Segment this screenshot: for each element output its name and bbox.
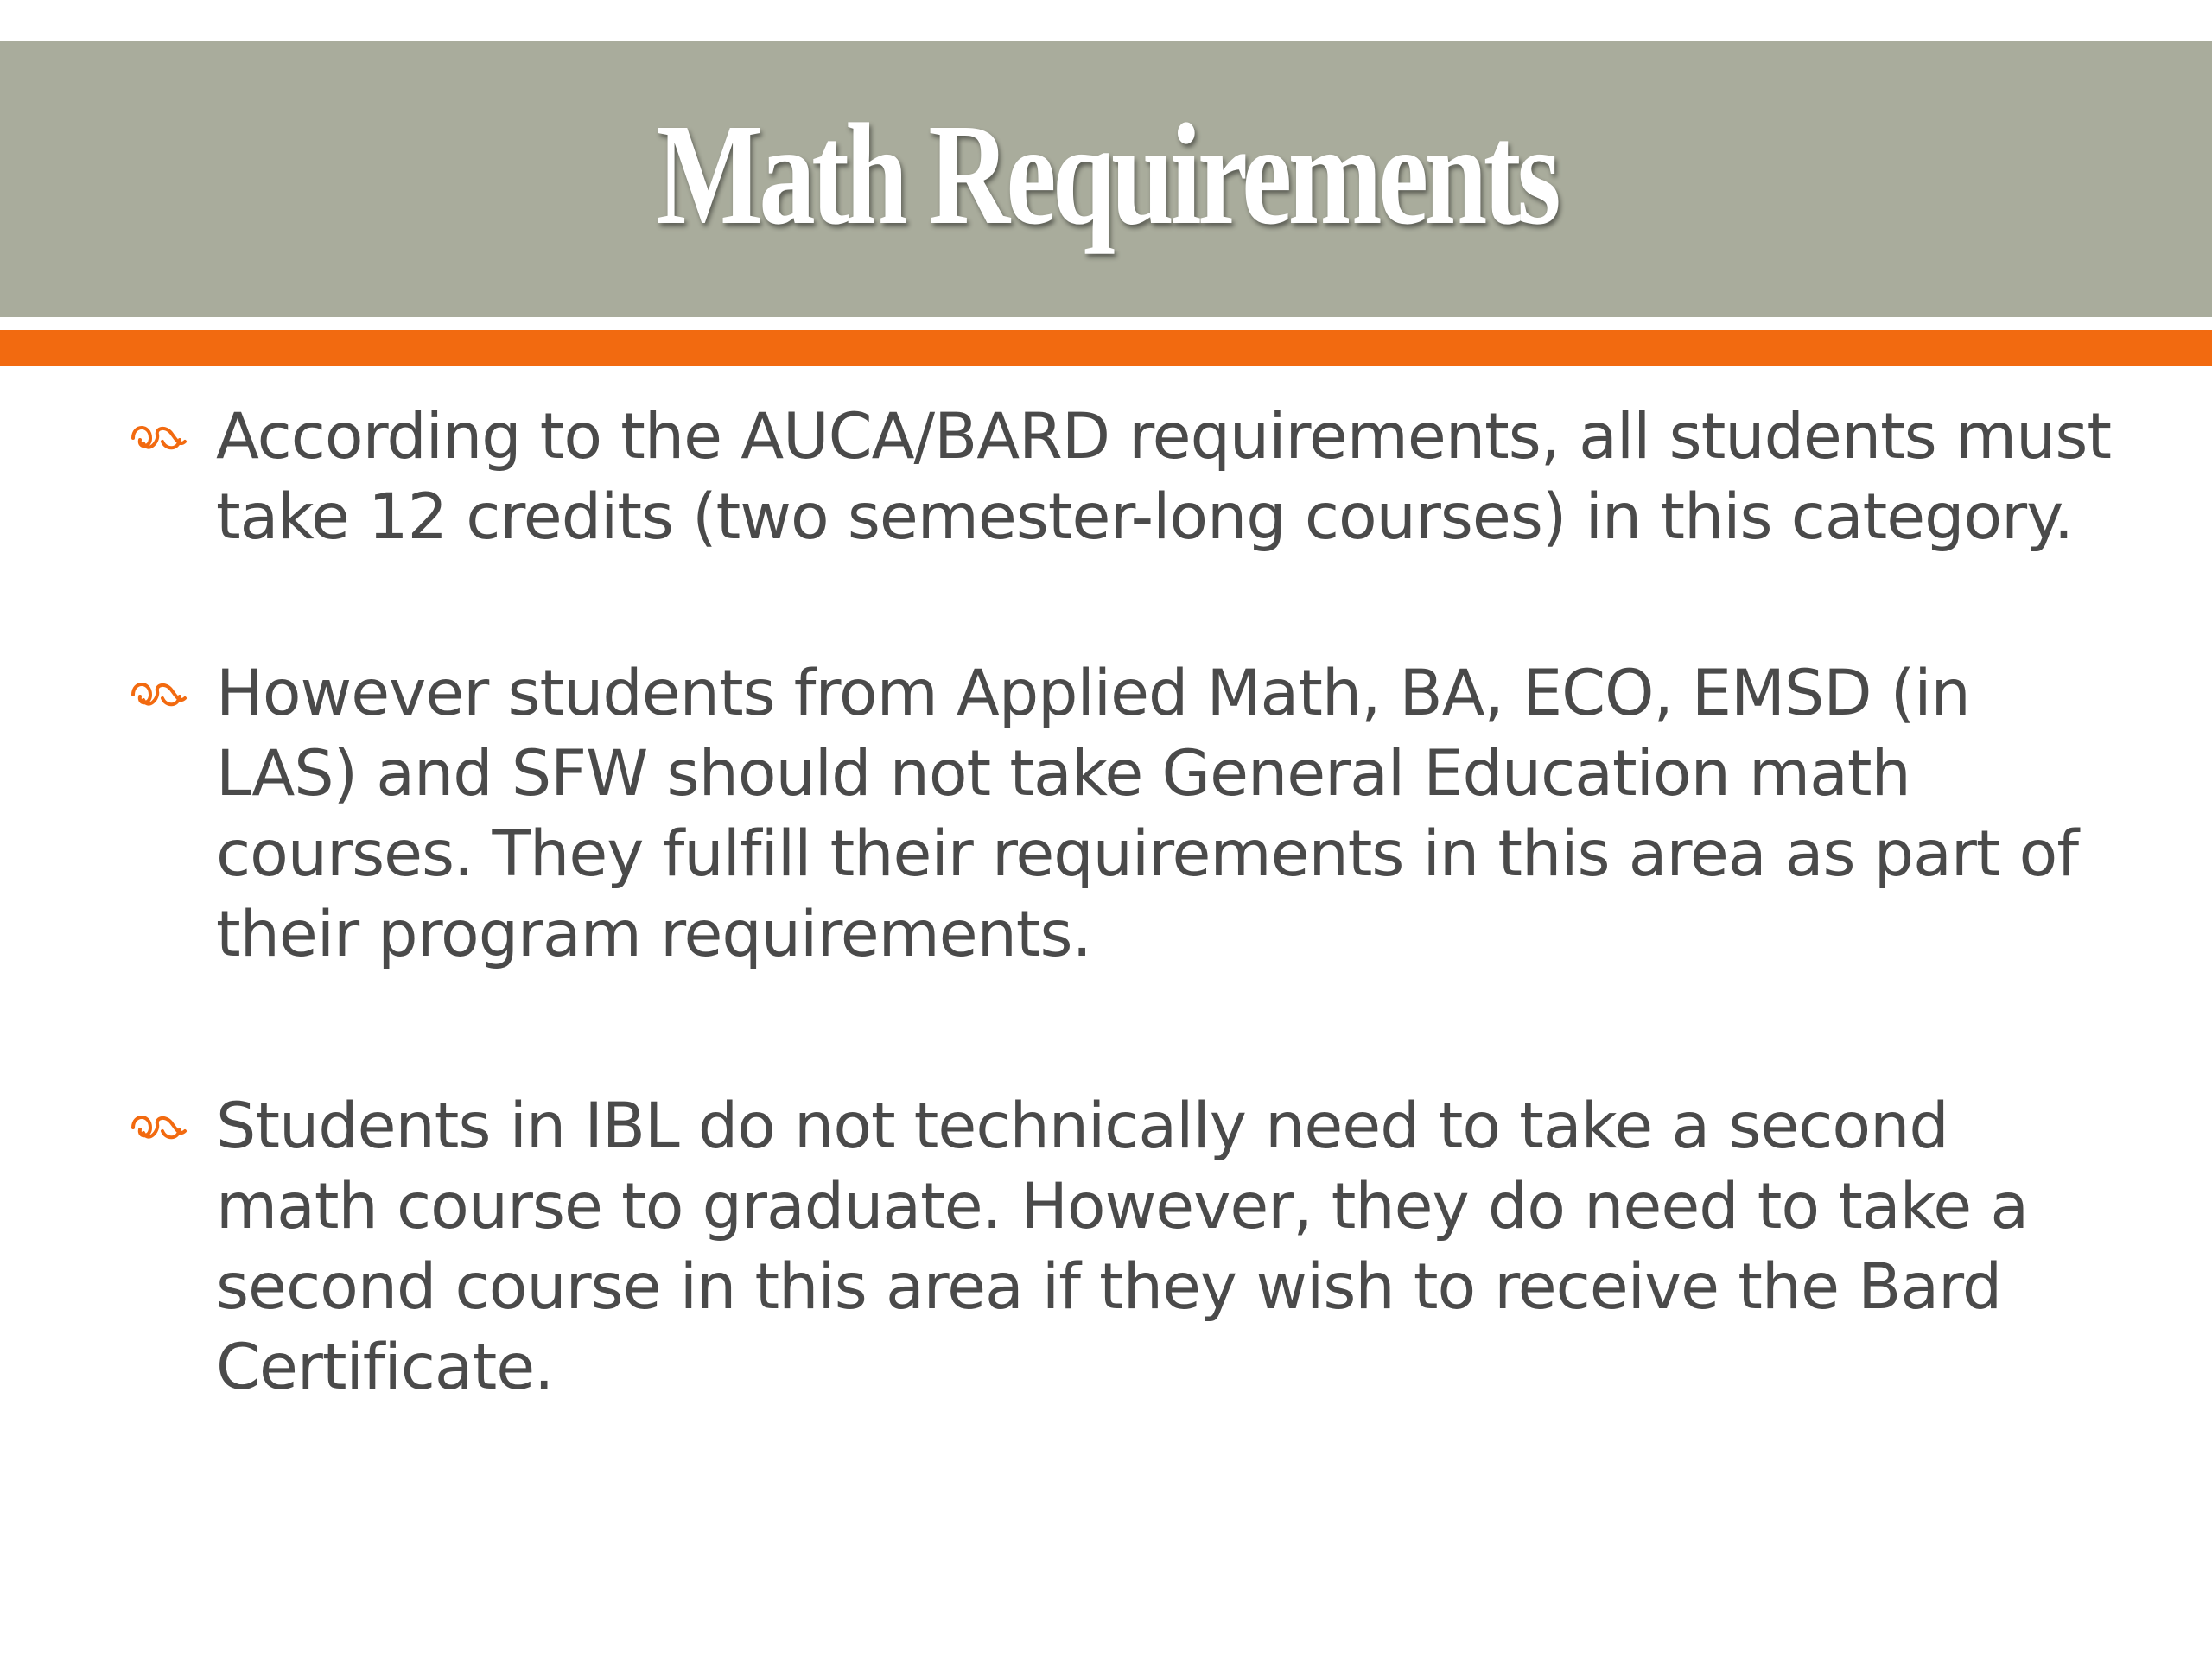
swirl-bullet-icon (128, 1105, 188, 1148)
accent-bar (0, 330, 2212, 366)
slide-title: Math Requirements (656, 94, 1557, 255)
swirl-bullet-icon (128, 416, 188, 459)
swirl-bullet-icon (128, 672, 188, 715)
bullet-text: Students in IBL do not technically need to take a second math course to graduate. However, they do need to take a second course in this area if they wish to receive the Bard Certificate. (216, 1090, 2029, 1404)
title-divider-gap (0, 317, 2212, 330)
bullet-text: According to the AUCA/BARD requirements, all students must take 12 credits (two semester-long courses) in this category. (216, 400, 2111, 554)
bullet-text: However students from Applied Math, BA, ECO, EMSD (in LAS) and SFW should not take General Education math courses. They fulfill their requirements in this area as part of their program requirements. (216, 657, 2079, 971)
